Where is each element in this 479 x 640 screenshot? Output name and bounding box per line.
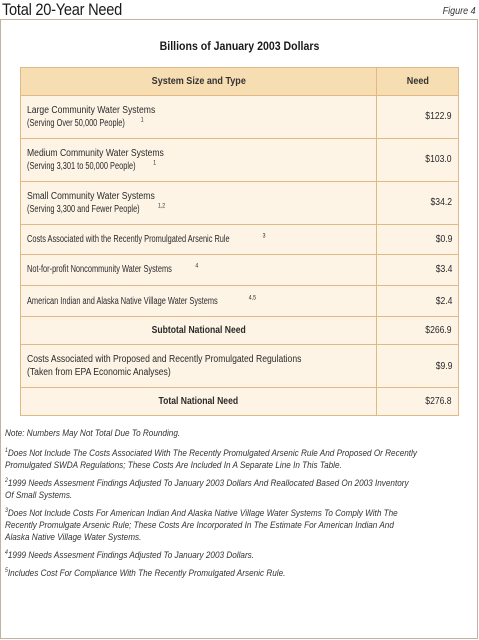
row-value: $2.4 bbox=[377, 285, 459, 316]
row-value: $103.0 bbox=[377, 138, 459, 181]
footnotes bbox=[5, 428, 452, 586]
footnote-1: $^1$Does Not Include The Costs Associated With The Recently Promulgated Arsenic Rule And Proposed Or Recently Promulgated SWDA Regulations; These Costs Are Included In A Separate Line In This Table. bbox=[5, 447, 417, 471]
figure-label: Figure 4 bbox=[442, 6, 476, 17]
subtotal-label: Subtotal National Need bbox=[21, 317, 377, 345]
row-label: Medium Community Water Systems (Serving 3,301 to 50,000 People) $^1$ bbox=[21, 138, 377, 181]
row-label: Small Community Water Systems (Serving 3,300 and Fewer People) $^{1,2}$ bbox=[21, 181, 377, 224]
table-row bbox=[21, 95, 459, 138]
table-row bbox=[21, 138, 459, 181]
footnote-3: $^3$Does Not Include Costs For American Indian And Alaska Native Village Water Systems To Comply With The Recently Promulgate Arsenic Rule; These Costs Are Incorporated In The Estimate For American Indian And Alaska Native Village Water Systems. bbox=[5, 507, 398, 543]
table-row bbox=[21, 224, 459, 254]
row-value: $9.9 bbox=[377, 345, 459, 388]
table-subtitle: Billions of January 2003 Dollars bbox=[159, 39, 320, 53]
table-header-row bbox=[21, 68, 459, 96]
row-value: $0.9 bbox=[377, 224, 459, 254]
column-header-type: System Size and Type bbox=[21, 68, 377, 96]
row-label: Costs Associated with Proposed and Recently Promulgated Regulations (Taken from EPA Economic Analyses) bbox=[21, 345, 377, 388]
total-label: Total National Need bbox=[21, 388, 377, 416]
row-value: $3.4 bbox=[377, 254, 459, 285]
total-value: $276.8 bbox=[377, 388, 459, 416]
footnote-4: $^4$1999 Needs Assesment Findings Adjusted To January 2003 Dollars. bbox=[5, 549, 255, 561]
row-value: $122.9 bbox=[377, 95, 459, 138]
table-row bbox=[21, 285, 459, 316]
table-row bbox=[21, 345, 459, 388]
row-label: Costs Associated with the Recently Promulgated Arsenic Rule $^3$ bbox=[21, 224, 377, 254]
row-label: American Indian and Alaska Native Village Water Systems $^{4,5}$ bbox=[21, 285, 377, 316]
row-value: $34.2 bbox=[377, 181, 459, 224]
rounding-note: Note: Numbers May Not Total Due To Rounding. bbox=[5, 428, 181, 439]
footnote-5: $^5$Includes Cost For Compliance With The Recently Promulgated Arsenic Rule. bbox=[5, 567, 286, 579]
needs-table bbox=[20, 67, 459, 416]
footnote-2: $^2$1999 Needs Assesment Findings Adjusted To January 2003 Dollars And Reallocated Based On 2003 Inventory Of Small Systems. bbox=[5, 477, 409, 501]
column-header-need: Need bbox=[377, 68, 459, 96]
table-row bbox=[21, 181, 459, 224]
row-label: Large Community Water Systems (Serving Over 50,000 People) $^1$ bbox=[21, 95, 377, 138]
row-label: Not-for-profit Noncommunity Water Systems $^4$ bbox=[21, 254, 377, 285]
table-row bbox=[21, 254, 459, 285]
subtotal-value: $266.9 bbox=[377, 317, 459, 345]
subtotal-row bbox=[21, 317, 459, 345]
page-title: Total 20-Year Need bbox=[2, 0, 122, 19]
total-row bbox=[21, 388, 459, 416]
